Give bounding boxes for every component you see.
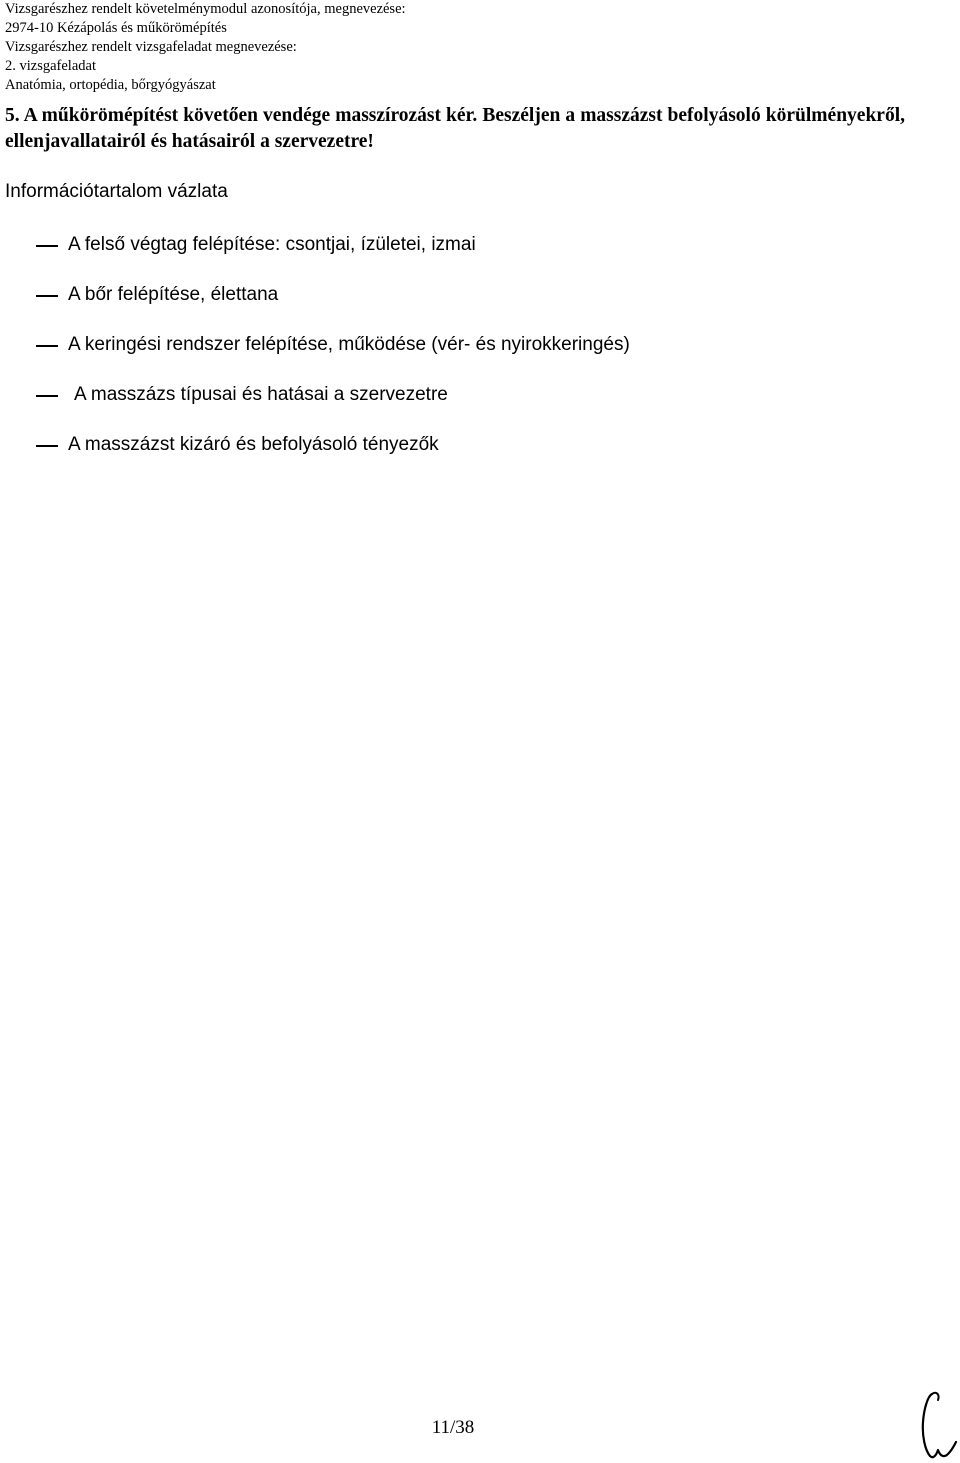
dash-bullet-icon: [36, 245, 58, 247]
list-item: [0, 330, 960, 380]
list-item-text: A masszázst kizáró és befolyásoló tényezők: [68, 434, 439, 455]
list-item: [0, 380, 960, 430]
dash-bullet-icon: [36, 295, 58, 297]
exam-task-label: Vizsgarészhez rendelt vizsgafeladat megnevezése:: [5, 39, 297, 55]
outline-list: [0, 230, 960, 480]
list-item-text: A bőr felépítése, élettana: [68, 284, 279, 305]
exam-task-number: 2. vizsgafeladat: [5, 58, 96, 74]
list-item: [0, 280, 960, 330]
dash-bullet-icon: [36, 445, 58, 447]
list-item: [0, 430, 960, 480]
task-question: 5. A műkörömépítést követően vendége masszírozást kér. Beszéljen a masszázst befolyásoló körülményekről, ellenjavallatairól és hatásairól a szervezetre!: [5, 105, 905, 152]
handwritten-signature-icon: [918, 1386, 958, 1460]
list-item-text: A felső végtag felépítése: csontjai, ízületei, izmai: [68, 234, 476, 255]
dash-bullet-icon: [36, 345, 58, 347]
outline-title: Információtartalom vázlata: [5, 181, 228, 202]
dash-bullet-icon: [36, 395, 58, 397]
list-item-text: A masszázs típusai és hatásai a szervezetre: [74, 384, 448, 405]
module-id-value: 2974-10 Kézápolás és műkörömépítés: [5, 20, 227, 36]
page-number: 11/38: [431, 1417, 475, 1438]
document-header: [5, 0, 945, 95]
list-item: [0, 230, 960, 280]
exam-task-subject: Anatómia, ortopédia, bőrgyógyászat: [5, 77, 216, 93]
list-item-text: A keringési rendszer felépítése, működése (vér- és nyirokkeringés): [68, 334, 630, 355]
module-id-label: Vizsgarészhez rendelt követelménymodul azonosítója, megnevezése:: [5, 1, 406, 17]
